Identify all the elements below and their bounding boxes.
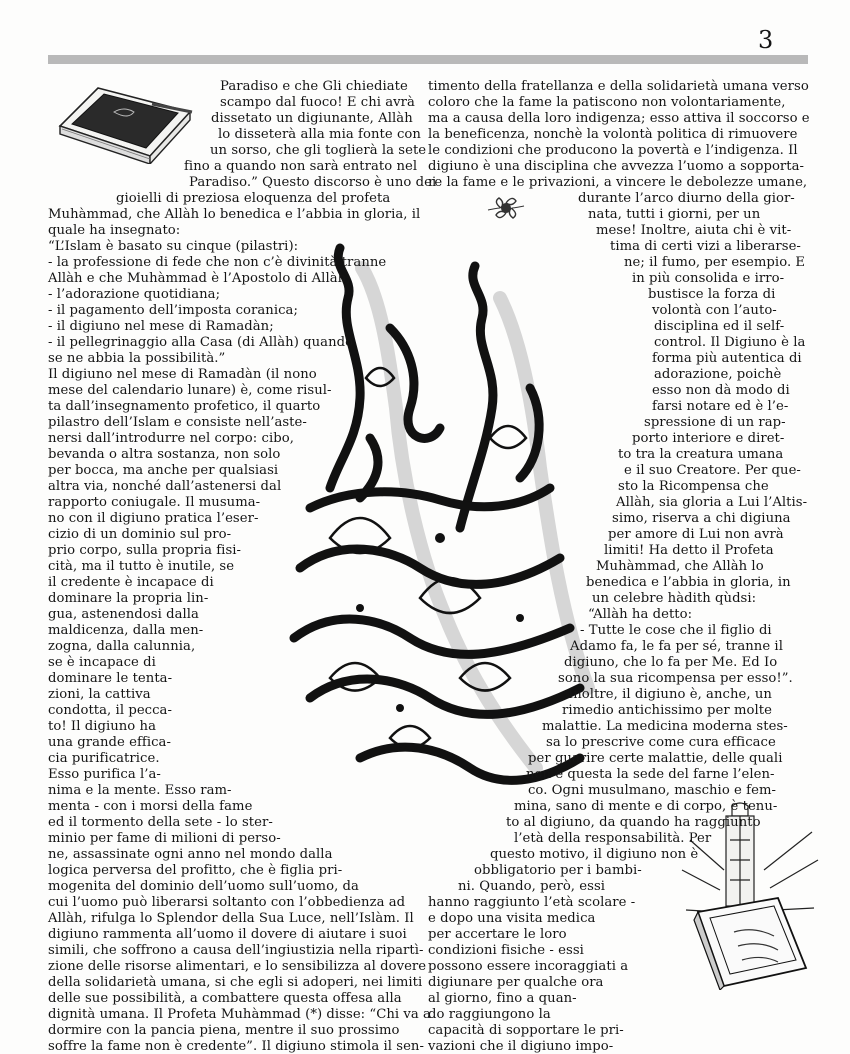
text-line: pilastro dell’Islam e consiste nell’aste-	[48, 415, 307, 430]
text-line: condizioni fisiche - essi	[428, 943, 584, 958]
text-line: cui l’uomo può liberarsi soltanto con l’obbedienza ad	[48, 895, 406, 910]
text-line: la beneficenza, nonchè la volontà politica di rimuovere	[428, 127, 798, 142]
text-line: e il suo Creatore. Per que-	[624, 463, 801, 478]
text-line: minio per fame di milioni di perso-	[48, 831, 281, 846]
text-line: gua, astenendosi dalla	[48, 607, 199, 622]
text-line: bevanda o altra sostanza, non solo	[48, 447, 281, 462]
text-line: bustisce la forza di	[648, 287, 776, 302]
text-line: limiti! Ha detto il Profeta	[604, 543, 774, 558]
text-line: spressione di un rap-	[644, 415, 786, 430]
text-line: Muhàmmad, che Allàh lo benedica e l’abbia in gloria, il	[48, 207, 421, 222]
text-line: zioni, la cattiva	[48, 687, 151, 702]
text-line: ni. Quando, però, essi	[458, 879, 606, 894]
text-line: lo disseterà alla mia fonte con	[218, 127, 421, 142]
text-line: Allàh, sia gloria a Lui l’Altis-	[616, 495, 808, 510]
text-line: vazioni che il digiuno impo-	[428, 1039, 614, 1054]
text-line: per amore di Lui non avrà	[608, 527, 784, 542]
text-line: “Allàh ha detto:	[588, 607, 693, 622]
text-line: - l’adorazione quotidiana;	[48, 287, 221, 302]
text-line: hanno raggiunto l’età scolare -	[428, 895, 636, 910]
text-line: Muhàmmad, che Allàh lo	[596, 559, 764, 574]
text-line: rimedio antichissimo per molte	[562, 703, 772, 718]
text-line: Adamo fa, le fa per sé, tranne il	[570, 639, 783, 654]
text-line: mogenita del dominio dell’uomo sull’uomo, da	[48, 879, 359, 894]
text-line: obbligatorio per i bambi-	[474, 863, 642, 878]
text-line: soffre la fame non è credente”. Il digiuno stimola il sen-	[48, 1039, 424, 1054]
text-line: condotta, il pecca-	[48, 703, 172, 718]
text-line: cità, ma il tutto è inutile, se	[48, 559, 235, 574]
text-line: per accertare le loro	[428, 927, 567, 942]
text-line: questo motivo, il digiuno non è	[490, 847, 699, 862]
text-line: - la professione di fede che non c’è divinità tranne	[48, 255, 387, 270]
text-line: in più consolida e irro-	[632, 271, 785, 286]
text-line: co. Ogni musulmano, maschio e fem-	[528, 783, 776, 798]
text-line: Paradiso e che Gli chiediate	[220, 79, 408, 94]
text-line: digiuno è una disciplina che avvezza l’uomo a sopporta-	[428, 159, 805, 174]
text-line: digiunare per qualche ora	[428, 975, 604, 990]
text-line: dignità umana. Il Profeta Muhàmmad (*) disse: “Chi va a	[48, 1007, 431, 1022]
text-line: maldicenza, dalla men-	[48, 623, 204, 638]
text-line: to al digiuno, da quando ha raggiunto	[506, 815, 761, 830]
text-line: dormire con la pancia piena, mentre il suo prossimo	[48, 1023, 400, 1038]
text-line: un sorso, che gli toglierà la sete	[210, 143, 427, 158]
text-line: do raggiungono la	[428, 1007, 551, 1022]
text-line: no con il digiuno pratica l’eser-	[48, 511, 259, 526]
text-line: le condizioni che producono la povertà e l’indigenza. Il	[428, 143, 798, 158]
text-line: nersi dall’introdurre nel corpo: cibo,	[48, 431, 294, 446]
text-line: ed il tormento della sete - lo ster-	[48, 815, 273, 830]
text-line: digiuno, che lo fa per Me. Ed Io	[564, 655, 778, 670]
text-line: - il digiuno nel mese di Ramadàn;	[48, 319, 274, 334]
text-line: prio corpo, sulla propria fisi-	[48, 543, 242, 558]
text-line: altra via, nonché dall’astenersi dal	[48, 479, 282, 494]
text-line: cia purificatrice.	[48, 751, 160, 766]
text-line: non è questa la sede del farne l’elen-	[526, 767, 775, 782]
text-line: scampo dal fuoco! E chi avrà	[220, 95, 415, 110]
text-line: Il digiuno nel mese di Ramadàn (il nono	[48, 367, 317, 382]
text-line: mina, sano di mente e di corpo, è tenu-	[514, 799, 778, 814]
text-line: malattie. La medicina moderna stes-	[542, 719, 788, 734]
rose-ornament	[486, 188, 526, 228]
text-line: logica perversa del profitto, che è figlia pri-	[48, 863, 343, 878]
text-line: forma più autentica di	[652, 351, 802, 366]
text-line: porto interiore e diret-	[632, 431, 785, 446]
text-line: re la fame e le privazioni, a vincere le debolezze umane,	[428, 175, 808, 190]
text-line: timento della fratellanza e della solidarietà umana verso	[428, 79, 809, 94]
text-line: ma a causa della loro indigenza; esso attiva il soccorso e	[428, 111, 810, 126]
text-line: control. Il Digiuno è la	[654, 335, 806, 350]
text-line: menta - con i morsi della fame	[48, 799, 253, 814]
text-line: farsi notare ed è l’e-	[652, 399, 789, 414]
text-line: sa lo prescrive come cura efficace	[546, 735, 776, 750]
text-line: nata, tutti i giorni, per un	[588, 207, 761, 222]
text-line: per guarire certe malattie, delle quali	[528, 751, 783, 766]
text-line: sono la sua ricompensa per esso!”.	[558, 671, 793, 686]
text-line: benedica e l’abbia in gloria, in	[586, 575, 791, 590]
text-line: dominare le tenta-	[48, 671, 173, 686]
text-line: Allàh, rifulga lo Splendor della Sua Luce, nell’Islàm. Il	[48, 911, 414, 926]
header-rule	[48, 55, 808, 64]
text-line: - il pellegrinaggio alla Casa (di Allàh) quando	[48, 335, 354, 350]
text-line: - Tutte le cose che il figlio di	[580, 623, 772, 638]
text-line: esso non dà modo di	[652, 383, 790, 398]
text-line: ta dall’insegnamento profetico, il quarto	[48, 399, 321, 414]
text-line: fino a quando non sarà entrato nel	[184, 159, 418, 174]
text-line: ne, assassinate ogni anno nel mondo dalla	[48, 847, 333, 862]
text-line: volontà con l’auto-	[652, 303, 777, 318]
text-line: quale ha insegnato:	[48, 223, 181, 238]
text-line: ne; il fumo, per esempio. E	[624, 255, 806, 270]
text-line: zogna, dalla calunnia,	[48, 639, 196, 654]
text-line: nima e la mente. Esso ram-	[48, 783, 232, 798]
text-line: tima di certi vizi a liberarse-	[610, 239, 801, 254]
text-line: simili, che soffrono a causa dell’ingiustizia nella ripartì-	[48, 943, 424, 958]
text-line: capacità di sopportare le pri-	[428, 1023, 624, 1038]
text-line: possono essere incoraggiati a	[428, 959, 629, 974]
text-line: il credente è incapace di	[48, 575, 214, 590]
text-line: durante l’arco diurno della gior-	[578, 191, 795, 206]
text-line: al giorno, fino a quan-	[428, 991, 577, 1006]
text-line: sto la Ricompensa che	[618, 479, 769, 494]
text-line: dominare la propria lin-	[48, 591, 209, 606]
text-line: mese del calendario lunare) è, come risul-	[48, 383, 332, 398]
text-line: gioielli di preziosa eloquenza del profeta	[116, 191, 391, 206]
text-line: to! Il digiuno ha	[48, 719, 156, 734]
text-line: se ne abbia la possibilità.”	[48, 351, 226, 366]
text-line: dissetato un digiunante, Allàh	[211, 111, 413, 126]
page-number: 3	[758, 26, 774, 54]
book-illustration	[54, 82, 194, 164]
text-line: “L’Islam è basato su cinque (pilastri):	[48, 239, 299, 254]
text-line: simo, riserva a chi digiuna	[612, 511, 791, 526]
text-line: delle sue possibilità, a combattere questa offesa alla	[48, 991, 402, 1006]
text-line: una grande effica-	[48, 735, 171, 750]
text-line: se è incapace di	[48, 655, 156, 670]
text-line: e dopo una visita medica	[428, 911, 596, 926]
text-line: disciplina ed il self-	[654, 319, 785, 334]
text-line: cizio di un dominio sul pro-	[48, 527, 232, 542]
text-line: rapporto coniugale. Il musuma-	[48, 495, 261, 510]
text-line: Esso purifica l’a-	[48, 767, 161, 782]
text-line: Inoltre, il digiuno è, anche, un	[568, 687, 772, 702]
text-line: digiuno rammenta all’uomo il dovere di aiutare i suoi	[48, 927, 407, 942]
text-line: Allàh e che Muhàmmad è l’Apostolo di Allàh;	[48, 271, 351, 286]
text-line: l’età della responsabilità. Per	[514, 831, 712, 846]
text-line: mese! Inoltre, aiuta chi è vit-	[596, 223, 792, 238]
text-line: per bocca, ma anche per qualsiasi	[48, 463, 279, 478]
text-line: zione delle risorse alimentari, e lo sensibilizza al dovere	[48, 959, 427, 974]
text-line: coloro che la fame la patiscono non volontariamente,	[428, 95, 786, 110]
text-line: adorazione, poichè	[654, 367, 782, 382]
text-line: to tra la creatura umana	[618, 447, 784, 462]
text-line: Paradiso.” Questo discorso è uno dei	[189, 175, 437, 190]
text-line: della solidarietà umana, si che egli si adoperi, nei limiti	[48, 975, 423, 990]
text-line: un celebre hàdith qùdsi:	[592, 591, 757, 606]
text-line: - il pagamento dell’imposta coranica;	[48, 303, 298, 318]
